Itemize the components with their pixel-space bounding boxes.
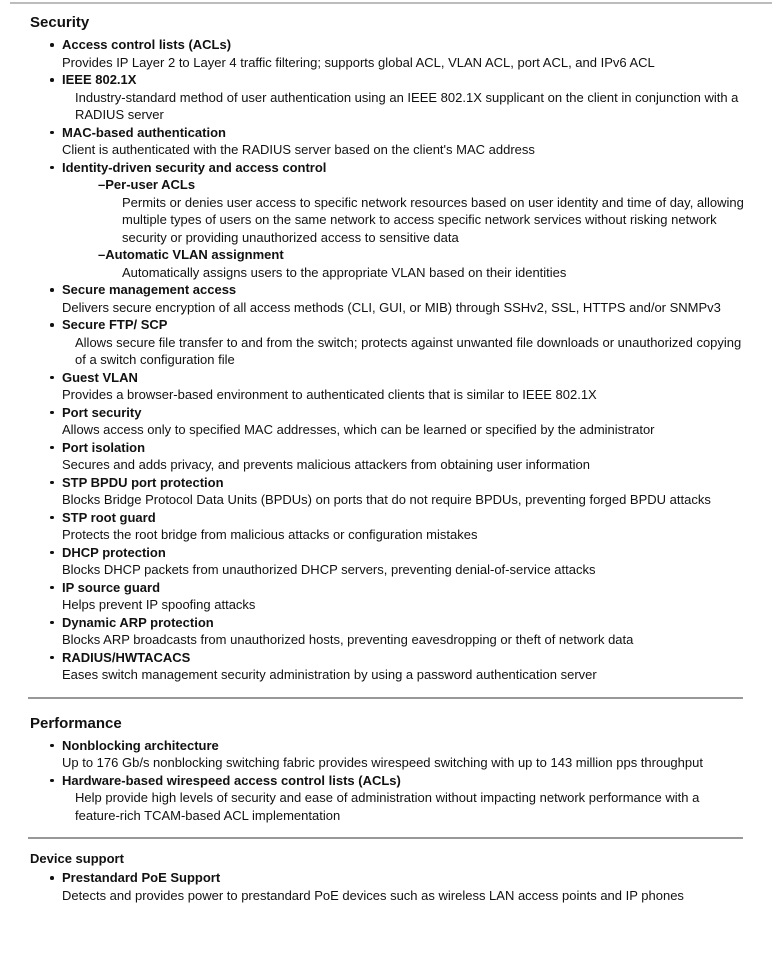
section-performance bbox=[30, 714, 745, 825]
feature-description: Up to 176 Gb/s nonblocking switching fabric provides wirespeed switching with up to 143 million pps throughput bbox=[62, 755, 703, 770]
feature-title: Access control lists (ACLs) bbox=[62, 37, 232, 52]
section-device-support bbox=[30, 850, 745, 904]
feature-title: IP source guard bbox=[62, 579, 161, 595]
bullet-icon bbox=[50, 586, 54, 590]
feature-item-ip-source-guard bbox=[30, 579, 745, 614]
feature-item-port-isolation bbox=[30, 439, 745, 474]
feature-description: Provides a browser-based environment to authenticated clients that is similar to IEEE 802.1X bbox=[62, 387, 597, 402]
bullet-icon bbox=[50, 411, 54, 415]
feature-description: Allows secure file transfer to and from the switch; protects against unwanted file downloads or unauthorized copying of a switch configuration file bbox=[75, 334, 742, 367]
subfeature-title-text: Per-user ACLs bbox=[105, 177, 196, 192]
feature-description: Delivers secure encryption of all access methods (CLI, GUI, or MIB) through SSHv2, SSL, HTTPS and/or SNMPv3 bbox=[62, 299, 721, 315]
feature-title: Identity-driven security and access control bbox=[62, 159, 327, 175]
feature-title: Port security bbox=[62, 404, 142, 420]
feature-description: Client is authenticated with the RADIUS server based on the client's MAC address bbox=[62, 142, 535, 157]
feature-title: Nonblocking architecture bbox=[62, 737, 219, 753]
top-rule-divider bbox=[10, 2, 772, 4]
feature-description: Detects and provides power to prestandard PoE devices such as wireless LAN access points and IP phones bbox=[62, 887, 684, 903]
feature-description: Protects the root bridge from malicious attacks or configuration mistakes bbox=[62, 527, 478, 542]
section-divider bbox=[28, 697, 743, 699]
feature-item-guest-vlan bbox=[30, 369, 745, 404]
feature-item-prestandard-poe bbox=[30, 869, 745, 904]
bullet-icon bbox=[50, 376, 54, 380]
feature-title: Dynamic ARP protection bbox=[62, 614, 214, 630]
feature-title: Prestandard PoE Support bbox=[62, 870, 221, 885]
feature-title: Port isolation bbox=[62, 439, 146, 455]
feature-description: Allows access only to specified MAC addresses, which can be learned or specified by the administrator bbox=[62, 422, 655, 437]
bullet-icon bbox=[50, 656, 54, 660]
subfeature-title-text: Automatic VLAN assignment bbox=[105, 247, 284, 262]
feature-title: Secure management access bbox=[62, 282, 237, 297]
feature-title: Hardware-based wirespeed access control lists (ACLs) bbox=[62, 772, 401, 788]
subfeature-item-auto-vlan bbox=[98, 246, 745, 281]
bullet-icon bbox=[50, 551, 54, 555]
bullet-icon bbox=[50, 516, 54, 520]
bullet-icon bbox=[50, 131, 54, 135]
feature-description: Blocks Bridge Protocol Data Units (BPDUs) on ports that do not require BPDUs, preventing forged BPDU attacks bbox=[62, 492, 711, 507]
feature-item-nonblocking bbox=[30, 737, 745, 772]
feature-description: Industry-standard method of user authentication using an IEEE 802.1X supplicant on the client in conjunction with a RADIUS server bbox=[75, 89, 739, 122]
bullet-icon bbox=[50, 288, 54, 292]
feature-item-mac-auth bbox=[30, 124, 745, 159]
feature-item-port-security bbox=[30, 404, 745, 439]
subfeature-description: Automatically assigns users to the appropriate VLAN based on their identities bbox=[122, 264, 567, 280]
feature-description: Helps prevent IP spoofing attacks bbox=[62, 597, 256, 612]
feature-item-dynamic-arp bbox=[30, 614, 745, 649]
feature-title: DHCP protection bbox=[62, 544, 166, 560]
feature-item-dhcp-protection bbox=[30, 544, 745, 579]
feature-description: Blocks DHCP packets from unauthorized DHCP servers, preventing denial-of-service attacks bbox=[62, 562, 596, 577]
bullet-icon bbox=[50, 621, 54, 625]
bullet-icon bbox=[50, 43, 54, 47]
section-divider bbox=[28, 837, 743, 839]
subfeature-title bbox=[98, 176, 745, 194]
feature-item-ieee-8021x bbox=[30, 71, 745, 124]
feature-description: Eases switch management security administration by using a password authentication server bbox=[62, 667, 597, 682]
feature-item-identity-driven bbox=[30, 159, 745, 282]
feature-item-stp-bpdu bbox=[30, 474, 745, 509]
feature-title: STP root guard bbox=[62, 509, 156, 525]
bullet-icon bbox=[50, 446, 54, 450]
feature-title: IEEE 802.1X bbox=[62, 72, 137, 87]
feature-description: Blocks ARP broadcasts from unauthorized hosts, preventing eavesdropping or theft of network data bbox=[62, 632, 634, 647]
feature-item-secure-mgmt bbox=[30, 281, 745, 316]
bullet-icon bbox=[50, 481, 54, 485]
bullet-icon bbox=[50, 78, 54, 82]
feature-title: RADIUS/HWTACACS bbox=[62, 649, 191, 665]
feature-title: MAC-based authentication bbox=[62, 124, 226, 140]
bullet-icon bbox=[50, 166, 54, 170]
bullet-icon bbox=[50, 744, 54, 748]
subfeature-title bbox=[98, 246, 745, 264]
bullet-icon bbox=[50, 876, 54, 880]
subfeature-description: Permits or denies user access to specific network resources based on user identity and time of day, allowing multiple types of users on the same network to access specific network services without risking network security or providing unauthorized access to sensitive data bbox=[122, 194, 744, 245]
section-title-performance: Performance bbox=[30, 714, 122, 732]
subfeature-item-per-user-acls bbox=[98, 176, 745, 246]
feature-description: Help provide high levels of security and ease of administration without impacting network performance with a feature-rich TCAM-based ACL implementation bbox=[75, 790, 700, 823]
section-security bbox=[30, 13, 745, 684]
bullet-icon bbox=[50, 323, 54, 327]
section-title-device-support: Device support bbox=[30, 851, 124, 866]
feature-title: STP BPDU port protection bbox=[62, 474, 224, 490]
feature-item-acls bbox=[30, 36, 745, 71]
feature-description: Secures and adds privacy, and prevents malicious attackers from obtaining user information bbox=[62, 457, 590, 472]
feature-item-stp-root-guard bbox=[30, 509, 745, 544]
feature-description: Provides IP Layer 2 to Layer 4 traffic filtering; supports global ACL, VLAN ACL, port ACL, and IPv6 ACL bbox=[62, 54, 655, 70]
section-title-security: Security bbox=[30, 14, 90, 31]
feature-item-radius-hwtacacs bbox=[30, 649, 745, 684]
feature-item-hw-wirespeed-acls bbox=[30, 772, 745, 825]
feature-item-secure-ftp-scp bbox=[30, 316, 745, 369]
feature-title: Secure FTP/ SCP bbox=[62, 317, 168, 332]
feature-title: Guest VLAN bbox=[62, 369, 138, 385]
bullet-icon bbox=[50, 779, 54, 783]
